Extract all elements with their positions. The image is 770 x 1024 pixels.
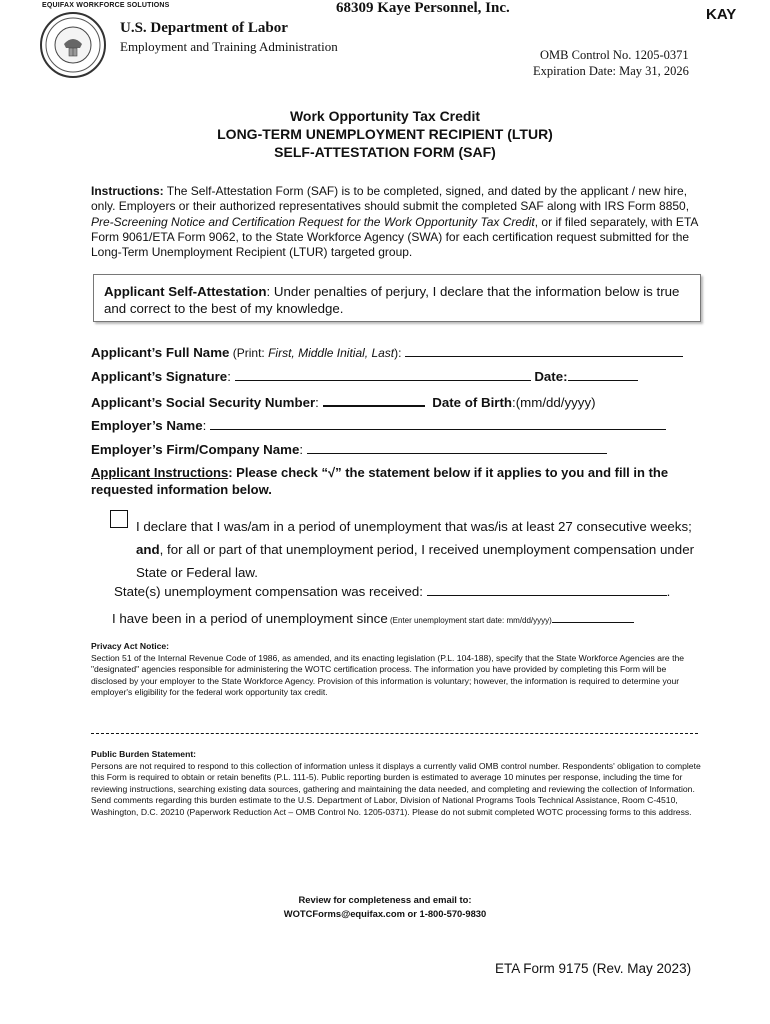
declaration-and: and — [136, 542, 160, 557]
ltur-declaration-text: I declare that I was/am in a period of unemployment that was/is at least 27 consecutive weeks; and, for all or part of that unemployment period, I received unemployment compensation under State or Federal law. — [136, 519, 695, 580]
public-burden-statement — [91, 749, 703, 818]
form-title: Work Opportunity Tax Credit — [289, 108, 481, 124]
company-name: 68309 Kaye Personnel, Inc. — [336, 0, 510, 16]
employer-name-row: Employer’s Name: — [91, 417, 666, 433]
applicant-instructions-label: Applicant Instructions — [91, 465, 229, 480]
applicant-instructions-text: : Please check “√” the statement below if it applies to you and fill in the requested information below. — [91, 465, 669, 497]
ssn-row: Applicant’s Social Security Number: Date of Birth:(mm/dd/yyyy) — [91, 395, 596, 410]
full-name-label: Applicant’s Full Name — [91, 345, 230, 360]
signature-label: Applicant’s Signature — [91, 369, 228, 384]
expiration-date: Expiration Date: May 31, 2026 — [533, 64, 689, 78]
unemployment-since-label: I have been in a period of unemployment since — [112, 611, 388, 626]
full-name-hint: First, Middle Initial, Last — [268, 346, 395, 360]
employer-name-field[interactable] — [210, 417, 666, 430]
signature-field[interactable] — [235, 368, 531, 381]
employer-firm-field[interactable] — [307, 441, 607, 454]
ltur-declaration-checkbox[interactable] — [110, 510, 128, 528]
states-label: State(s) unemployment compensation was received: — [114, 584, 423, 599]
instructions-text-2: , or if filed separately, with ETA Form 9061/ETA Form 9062, to the State Workforce Agency (SWA) for each certification request submitted for the Long-Term Unemployment Recipient (LTUR) targeted group. — [91, 214, 698, 260]
omb-control-number: OMB Control No. 1205-0371 — [540, 48, 689, 62]
full-name-field[interactable] — [405, 344, 683, 357]
instructions-label: Instructions: — [91, 184, 164, 198]
unemployment-since-row — [112, 611, 634, 626]
privacy-text: Section 51 of the Internal Revenue Code of 1986, as amended, and its enacting legislation (P.L. 104-188), specify that the State Workforce Agencies are the "designated" agencies responsible for administering the WOTC certification process. The information you have provided by completing this Form will be disclosed by your employer to the State Workforce Agency. Provision of this information is voluntary; however, the information is required to determine your employer's eligibility for the federal work opportunity tax credit. — [91, 652, 685, 697]
date-label: Date: — [534, 369, 568, 384]
states-field[interactable] — [427, 583, 667, 596]
full-name-row: Applicant’s Full Name (Print: First, Middle Initial, Last): — [91, 344, 683, 360]
attestation-label: Applicant Self-Attestation — [104, 284, 267, 299]
date-field[interactable] — [568, 368, 638, 381]
instructions-text-1: The Self-Attestation Form (SAF) is to be completed, signed, and dated by the applicant / new hire, only. Employers or their authorized representatives should submit the completed SAF along with IRS Form 8850, — [91, 184, 690, 214]
states-row: State(s) unemployment compensation was received: . — [114, 584, 671, 599]
employer-name-label: Employer’s Name — [91, 418, 203, 433]
employer-firm-row: Employer’s Firm/Company Name: — [91, 441, 607, 457]
dob-hint: :(mm/dd/yyyy) — [512, 395, 596, 410]
burden-heading: Public Burden Statement: — [91, 749, 197, 759]
instructions-form-title: Pre-Screening Notice and Certification Request for the Work Opportunity Tax Credit — [91, 214, 535, 229]
section-divider — [91, 733, 698, 734]
unemployment-since-hint: (Enter unemployment start date: mm/dd/yyyy) — [387, 616, 552, 625]
ssn-field[interactable] — [323, 393, 425, 407]
privacy-act-notice — [91, 641, 703, 699]
dob-label: Date of Birth — [432, 395, 513, 410]
form-subtitle-saf: SELF-ATTESTATION FORM (SAF) — [274, 144, 496, 160]
form-number: ETA Form 9175 (Rev. May 2023) — [495, 961, 692, 976]
form-subtitle: LONG-TERM UNEMPLOYMENT RECIPIENT (LTUR) — [217, 126, 553, 142]
applicant-instructions — [91, 464, 701, 498]
administration-name: Employment and Training Administration — [120, 39, 338, 54]
review-instruction: Review for completeness and email to: — [298, 894, 472, 905]
instructions-paragraph — [91, 184, 711, 260]
signature-row: Applicant’s Signature: Date: — [91, 368, 638, 384]
dol-seal-logo — [40, 12, 106, 78]
privacy-heading: Privacy Act Notice: — [91, 641, 170, 651]
unemployment-start-date-field[interactable] — [552, 612, 634, 623]
ssn-label: Applicant’s Social Security Number — [91, 395, 316, 410]
provider-label: EQUIFAX WORKFORCE SOLUTIONS — [42, 2, 170, 9]
review-contact: WOTCForms@equifax.com or 1-800-570-9830 — [283, 908, 487, 919]
self-attestation-box — [93, 274, 701, 322]
employer-firm-label: Employer’s Firm/Company Name — [91, 442, 300, 457]
attestation-text: : Under penalties of perjury, I declare that the information below is true and correct to the best of my knowledge. — [104, 284, 680, 316]
burden-text: Persons are not required to respond to this collection of information unless it displays a currently valid OMB control number. Respondents' obligation to complete this Form is required to obtain or retain benefits (P.L. 111-5). Public reporting burden is estimated to average 10 minutes per response, including the time for reviewing instructions, searching existing data sources, gathering and maintaining the data needed, and completing and reviewing the collection of Information. Send comments regarding this burden estimate to the U.S. Department of Labor, Division of National Programs Tools Technical Assistance, Room C-4510, Washington, D.C. 20210 (Paperwork Reduction Act – OMB Control No. 1205-0371). Please do not submit completed WOTC processing forms to this address. — [91, 760, 701, 817]
department-name: U.S. Department of Labor — [120, 20, 288, 36]
company-code: KAY — [706, 6, 737, 23]
